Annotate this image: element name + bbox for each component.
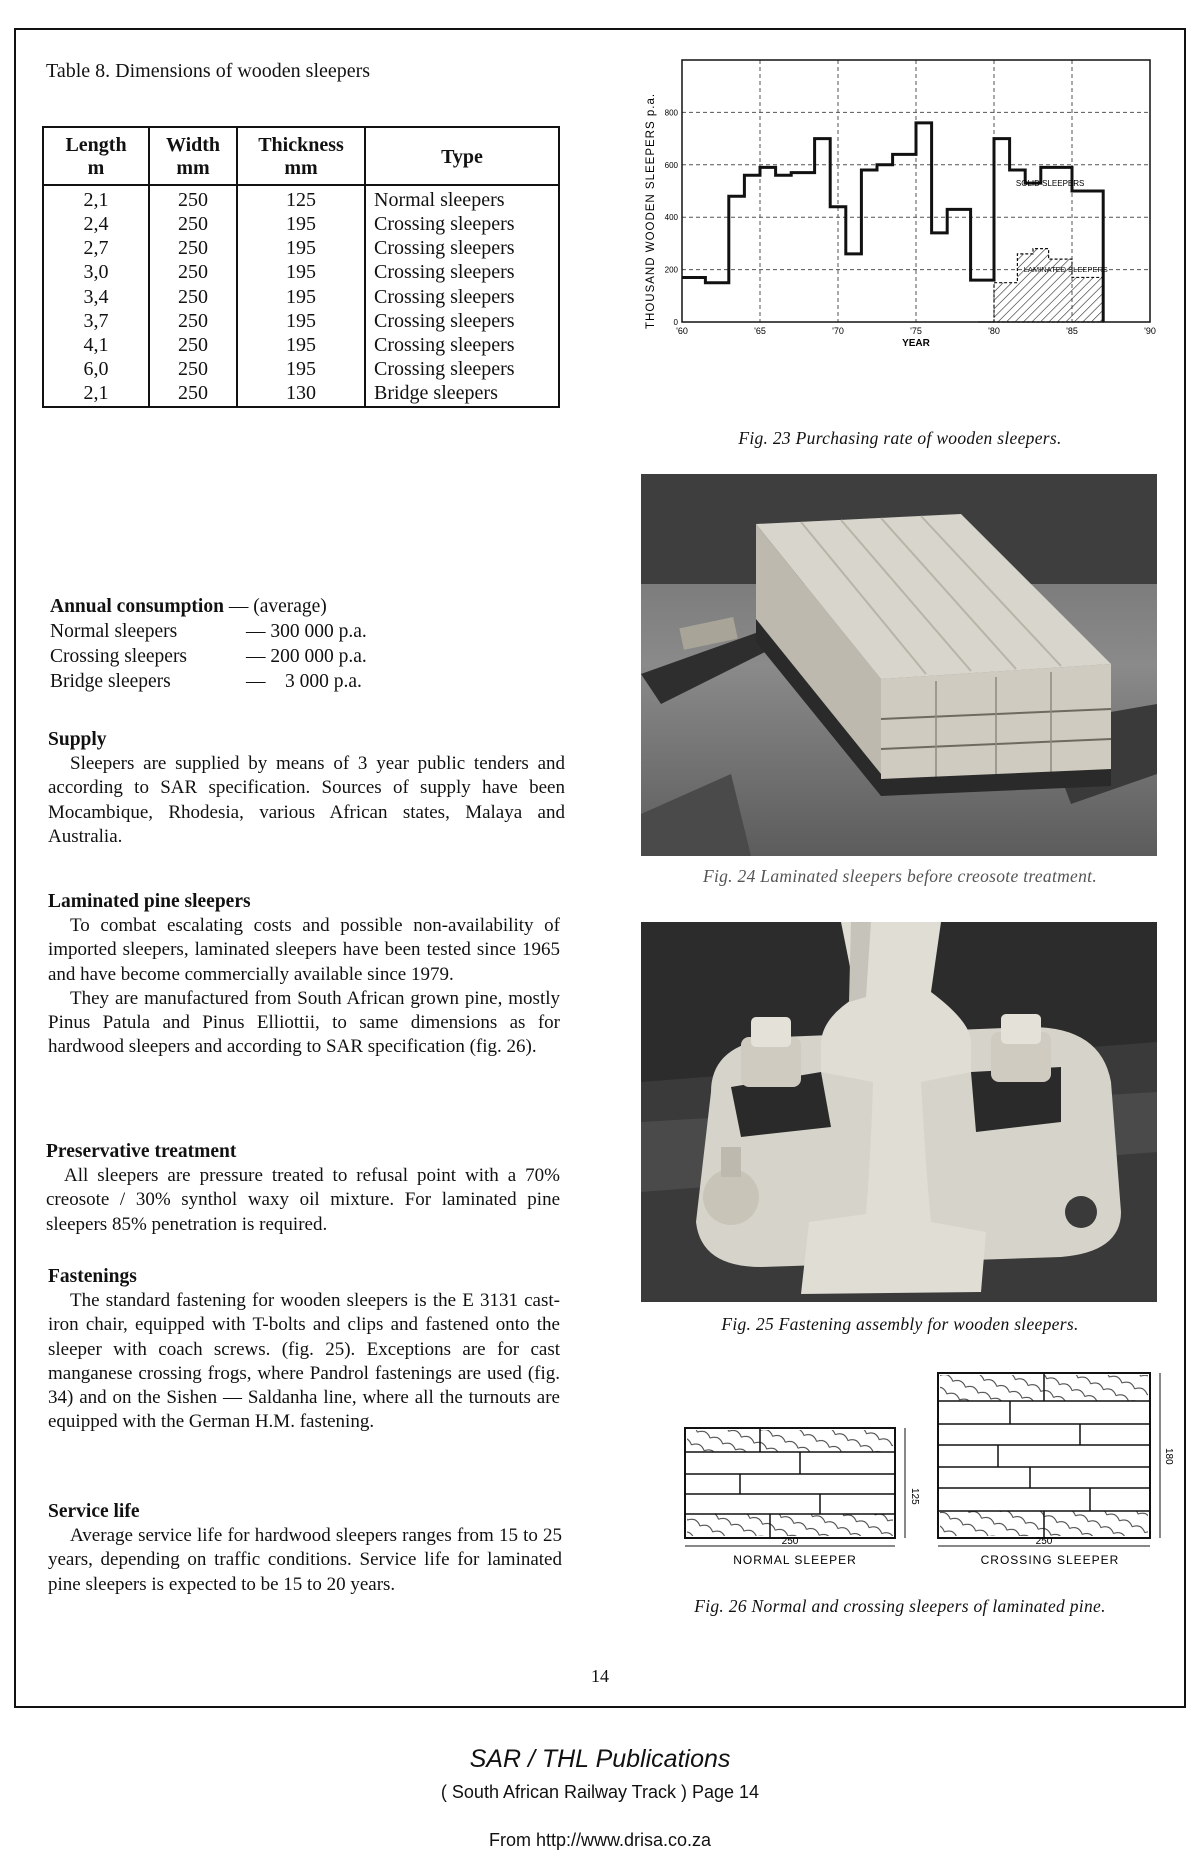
cell-type: Crossing sleepers [365, 261, 559, 285]
preservative-text: All sleepers are pressure treated to refusal point with a 70% creosote / 30% synthol waxy oil mixture. For laminated pine sleepers 85% penetration is required. [46, 1165, 560, 1235]
cell-thickness: 195 [237, 334, 365, 358]
x-axis-label: YEAR [902, 338, 930, 349]
cell-width: 250 [149, 310, 237, 334]
cell-width: 250 [149, 237, 237, 261]
col-length-header: Length m [43, 127, 149, 185]
cell-thickness: 195 [237, 213, 365, 237]
laminated-sleepers-photo [641, 474, 1157, 856]
cell-type: Crossing sleepers [365, 358, 559, 382]
purchasing-rate-chart [640, 60, 1170, 420]
cell-length: 6,0 [43, 358, 149, 382]
cell-length: 3,4 [43, 285, 149, 309]
fastening-assembly-photo [641, 922, 1157, 1302]
x-tick-label: '60 [676, 326, 688, 336]
cell-width: 250 [149, 285, 237, 309]
cell-width: 250 [149, 185, 237, 213]
cell-width: 250 [149, 382, 237, 407]
footer-source-link[interactable]: From http://www.drisa.co.za [488, 1830, 712, 1850]
supply-text: Sleepers are supplied by means of 3 year public tenders and according to SAR specification. Sources of supply have been Mocambique, Rhodesia, various African states, Malaya and Australia. [48, 753, 565, 847]
cell-length: 3,7 [43, 310, 149, 334]
laminated-heading: Laminated pine sleepers [48, 891, 251, 912]
footer-subtitle: ( South African Railway Track ) Page 14 [440, 1782, 760, 1802]
cell-type: Crossing sleepers [365, 310, 559, 334]
normal-width-dim: 250 [781, 1536, 799, 1547]
col-width-header: Width mm [149, 127, 237, 185]
normal-sleeper-label: NORMAL SLEEPER [733, 1553, 857, 1567]
supply-section [48, 728, 565, 849]
crossing-height-dim: 180 [1163, 1448, 1174, 1465]
table-row [43, 382, 559, 407]
annotation-laminated-sleepers: LAMINATED SLEEPERS [1023, 265, 1108, 275]
y-axis-label: THOUSAND WOODEN SLEEPERS p.a. [645, 92, 657, 330]
fastenings-section [48, 1265, 560, 1435]
x-tick-label: '75 [910, 326, 922, 336]
fastenings-text: The standard fastening for wooden sleepers is the E 3131 cast-iron chair, equipped with T-bolts and clips and fastened onto the sleeper with coach screws. (fig. 25). Exceptions are for cast manganese crossing frogs, where Pandrol fastenings are used (fig. 34) and on the Sishen — Saldanha line, where all the turnouts are equipped with the German H.M. fastening. [48, 1290, 560, 1433]
x-tick-label: '85 [1066, 326, 1078, 336]
table-row [43, 185, 559, 213]
cell-width: 250 [149, 334, 237, 358]
col-thickness-header: Thickness mm [237, 127, 365, 185]
table-row [43, 237, 559, 261]
footer-title: SAR / THL Publications [469, 1745, 731, 1773]
cell-length: 4,1 [43, 334, 149, 358]
cell-type: Crossing sleepers [365, 285, 559, 309]
laminated-sleeper-sections-drawing [680, 1370, 1174, 1590]
preservative-heading: Preservative treatment [46, 1141, 237, 1162]
cell-width: 250 [149, 261, 237, 285]
y-tick-label: 800 [664, 108, 678, 118]
fastenings-heading: Fastenings [48, 1266, 137, 1287]
normal-height-dim: 125 [909, 1488, 920, 1505]
cell-thickness: 195 [237, 261, 365, 285]
service-heading: Service life [48, 1501, 140, 1522]
cell-thickness: 125 [237, 185, 365, 213]
cell-thickness: 195 [237, 310, 365, 334]
table-row [43, 310, 559, 334]
cell-length: 2,7 [43, 237, 149, 261]
laminated-para-1: To combat escalating costs and possible non-availability of imported sleepers, laminated sleepers have been tested since 1965 and have become commercially available since 1979. [48, 915, 560, 985]
laminated-para-2: They are manufactured from South African grown pine, mostly Pinus Patula and Pinus Elliottii, to same dimensions as for hardwood sleepers and according to SAR specification (fig. 26). [48, 987, 560, 1058]
crossing-sleeper-label: CROSSING SLEEPER [980, 1553, 1120, 1567]
y-tick-label: 0 [673, 318, 678, 327]
crossing-width-dim: 250 [1035, 1536, 1053, 1547]
cell-thickness: 195 [237, 285, 365, 309]
cell-type: Crossing sleepers [365, 213, 559, 237]
y-tick-label: 200 [664, 265, 678, 275]
dimensions-table [42, 126, 560, 408]
preservative-section [46, 1140, 560, 1237]
cell-length: 3,0 [43, 261, 149, 285]
service-life-section [48, 1500, 562, 1597]
annual-row-crossing: Crossing sleepers — 200 000 p.a. [50, 646, 367, 667]
table-row [43, 285, 559, 309]
cell-length: 2,1 [43, 185, 149, 213]
cell-thickness: 195 [237, 358, 365, 382]
annual-heading: Annual consumption — (average) [50, 596, 327, 617]
cell-thickness: 195 [237, 237, 365, 261]
table-title: Table 8. Dimensions of wooden sleepers [46, 60, 371, 82]
table-row [43, 334, 559, 358]
service-text: Average service life for hardwood sleepers ranges from 15 to 25 years, depending on traffic conditions. Service life for laminated pine sleepers is expected to be 15 to 20 years. [48, 1525, 562, 1595]
annual-row-normal: Normal sleepers — 300 000 p.a. [50, 621, 367, 642]
col-type-header: Type [365, 127, 559, 185]
cell-type: Bridge sleepers [365, 382, 559, 407]
page-number: 14 [591, 1666, 609, 1686]
supply-heading: Supply [48, 729, 107, 750]
laminated-section [48, 890, 560, 1060]
table-row [43, 261, 559, 285]
table-body [43, 185, 559, 407]
cell-width: 250 [149, 213, 237, 237]
cell-type: Crossing sleepers [365, 334, 559, 358]
table-row [43, 358, 559, 382]
annual-row-bridge: Bridge sleepers — 3 000 p.a. [50, 671, 362, 692]
series-laminated-area [978, 249, 1103, 322]
x-tick-label: '65 [754, 326, 766, 336]
fig23-caption: Fig. 23 Purchasing rate of wooden sleepers. [738, 428, 1062, 448]
x-tick-label: '90 [1144, 326, 1156, 336]
y-tick-label: 400 [664, 213, 678, 223]
annual-consumption [50, 594, 590, 694]
x-tick-label: '80 [988, 326, 1000, 336]
cell-length: 2,4 [43, 213, 149, 237]
cell-type: Normal sleepers [365, 185, 559, 213]
annotation-solid-sleepers: SOLID SLEEPERS [1015, 178, 1085, 188]
cell-length: 2,1 [43, 382, 149, 407]
y-tick-label: 600 [664, 160, 678, 170]
cell-thickness: 130 [237, 382, 365, 407]
cell-width: 250 [149, 358, 237, 382]
x-tick-label: '70 [832, 326, 844, 336]
fig25-caption: Fig. 25 Fastening assembly for wooden sleepers. [721, 1314, 1079, 1334]
fig24-caption: Fig. 24 Laminated sleepers before creosote treatment. [702, 866, 1098, 886]
table-row [43, 213, 559, 237]
cell-type: Crossing sleepers [365, 237, 559, 261]
fig26-caption: Fig. 26 Normal and crossing sleepers of laminated pine. [694, 1596, 1106, 1616]
